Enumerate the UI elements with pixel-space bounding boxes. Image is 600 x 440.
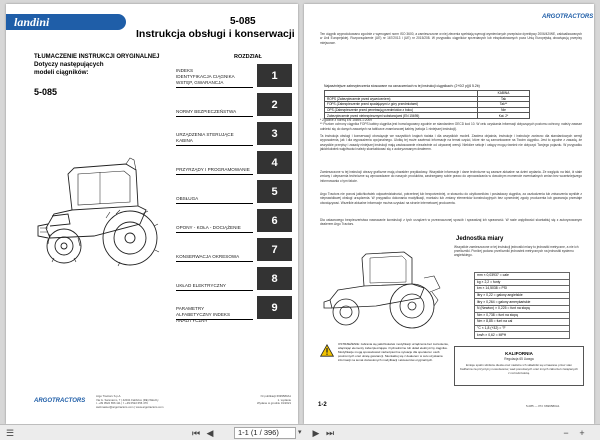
protection-type-cell: OPS (Zabezpieczenie przed penetracją przedmiotów z boku) bbox=[325, 107, 478, 113]
units-title: Jednostka miary bbox=[456, 236, 504, 242]
page-selector-text: 1-1 (1 / 396) bbox=[238, 428, 279, 437]
units-intro: Wszystkie zamieszczone w tej instrukcji jednostki miary to jednostki metryczne, a nie ich przeliczniki. Poniżej podano przeliczniki jednostek metrycznych na jednostki systemu angielskiego. bbox=[454, 245, 579, 258]
zoom-in-icon[interactable]: + bbox=[579, 428, 585, 438]
protection-type-cell: ROPS (Zabezpieczenie przed wywróceniem) bbox=[325, 96, 478, 102]
chevron-down-icon[interactable]: ▾ bbox=[298, 429, 302, 436]
toc-divider bbox=[176, 261, 253, 262]
toc-item-label[interactable]: PRZYRZĄDY I PROGRAMOWANIE bbox=[176, 167, 250, 172]
conversion-cell: litry × 0,22 = galony angielskie bbox=[475, 292, 570, 299]
chapter-tab-8[interactable]: 8 bbox=[257, 267, 292, 292]
intro-paragraph: Ten ciągnik wyprodukowano zgodnie z wymogami norm ISO 3600, a zamieszczone w niej zlecenia spełniają wymogi wymienionych przepisów dyrektywy 2006/42/WE, zaktualizowanych w Unii Europejskiej. Rozporządzenie (UE) nr 167/2013 i (UE) nr 2015/208. W przypadku ciągników sprzedanych lub eksploatowanych poza Unią Europejską obowiązują przepisy miejscowe. bbox=[320, 32, 582, 45]
chapter-tab-5[interactable]: 5 bbox=[257, 180, 292, 205]
table-row bbox=[475, 332, 570, 339]
table-notes: * Zgodnie z normą EN 15695-1:2009 ** Poziom ochrony ciągnika FOPS kabiny ciągnika jest homologowany zgodnie ze standardem OECD kod 10. W celu uzyskania informacji dotyczących poziomu ochrony, należy zawsze odnieść się do danych zawartych na tabliczce znamionowej kabiny (sekcja 1 niniejszej instrukcji). bbox=[320, 118, 582, 131]
california-notice bbox=[454, 346, 584, 386]
protection-value-cell: Nie bbox=[478, 107, 530, 113]
brand-logo bbox=[6, 14, 126, 30]
table-row bbox=[475, 292, 570, 299]
conversion-cell: km/h × 0,62 = MPH bbox=[475, 332, 570, 339]
paragraph-4: Dla ustawowego bezpieczeństwa nawracanie konstrukcji z tych urządzeń w przeznaczonej sposób i sprawdzaj ich sprawność. W razie wątpliwości skontaktuj się z autoryzowanym dealerem Argo Tractors. bbox=[320, 218, 582, 227]
table-row bbox=[475, 273, 570, 280]
model-number-top: 5-085 bbox=[230, 16, 256, 27]
paragraph-2: Zamieszczone w tej instrukcji obrazy graficzne mają charakter przykładowy. Wszystkie informacje i dane techniczne są zawsze aktualne na dzień wydania. Ze względu na fakt, iż stałe zmiany i ulepszenia techniczne są wprowadzane do naszych produktów, zastrzegamy sobie prawo do wprowadzania w dowolnym momencie ewentualnych zmian bez wcześniejszego informowania o tym fakcie. bbox=[320, 170, 582, 183]
conversion-cell: litry × 0,264 = galony amerykańskie bbox=[475, 299, 570, 306]
chapter-tab-4[interactable]: 4 bbox=[257, 151, 292, 176]
toc-divider bbox=[176, 116, 253, 117]
toc-item-label[interactable]: KONSERWACJA OKRESOWA bbox=[176, 254, 240, 259]
conversion-cell: N (Newton) × 0,225 = funt na stopę bbox=[475, 305, 570, 312]
conversion-cell: km × 14,5038 = PSI bbox=[475, 286, 570, 293]
protection-value-cell: Tak bbox=[478, 96, 530, 102]
footer-publication bbox=[211, 395, 291, 406]
protection-type-cell: Zabezpieczenie przed niebezpiecznymi substancjami (EN 15695) bbox=[325, 113, 478, 119]
toc-divider bbox=[176, 203, 253, 204]
protection-value-cell: Tak** bbox=[478, 102, 530, 108]
protection-table-body bbox=[325, 96, 530, 118]
manual-heading: Instrukcja obsługi i konserwacji bbox=[136, 28, 295, 40]
model-number: 5-085 bbox=[34, 87, 58, 97]
footer-publication-text: Nr publikacji 6699580A1 1. wydanie Wydane w grudniu 01/2021 bbox=[256, 394, 291, 406]
table-row bbox=[475, 319, 570, 326]
california-title: KALIFORNIA bbox=[505, 351, 533, 356]
next-page-icon[interactable]: ▶ bbox=[312, 428, 320, 438]
table-header-cell: KABINA bbox=[478, 91, 530, 97]
conversion-table-body bbox=[475, 273, 570, 339]
california-body: Emisje spalin silników diesla oraz niektóre ich składniki są uznawane przez stan Kalifornia za przyczyny nowotworów, wad porodowych oraz innych zaburzeń związanych z rozrodczością. bbox=[460, 363, 578, 375]
right-page bbox=[304, 4, 594, 424]
page-selector[interactable] bbox=[234, 427, 296, 439]
table-row bbox=[475, 325, 570, 332]
conversion-cell: Nm × 0,738 = funt na stopę bbox=[475, 312, 570, 319]
translation-label: TŁUMACZENIE INSTRUKCJI ORYGINALNEJ bbox=[34, 54, 160, 60]
paragraph-1: Ta instrukcja obsługi i konserwacji obowiązuje we wszystkich krajach świata i dla wszystkich modeli. Zawiera objaśnia, instrukcje i instrukcje zarówno dla standardowych wersji wyposażenia, jak i dla wyposażenia opcjonalnego. Ulotkę tej może zawierać informacje na temat części, które nie są zamontowane na Twoim ciągniku. Jest to zgodne z zasadą, że wszystkie przepisy i zasady niniejszej instrukcji mają zastosowanie niezależnie od używanej wersji. Niektóre sekcje i ustępy mogą również nie dotyczyć Twojego pojazdu. W przypadku jakichkolwiek wątpliwości należy skontaktować się z autoryzowanym dealerem. bbox=[320, 134, 582, 151]
toc-item-label[interactable]: INDEKS IDENTYFIKACJA CIĄGNIKA WSTĘP, GWARANCJA bbox=[176, 68, 235, 85]
conversion-cell: mm × 0,03937 = cale bbox=[475, 273, 570, 280]
footer-code: 5-085 — PN: 6699580A1 bbox=[526, 404, 560, 408]
toc-item-label[interactable]: NORMY BEZPIECZEŃSTWA bbox=[176, 109, 237, 114]
table-row bbox=[475, 312, 570, 319]
chapter-heading: ROZDZIAŁ bbox=[234, 54, 262, 60]
toc-item-label[interactable]: OPONY - KOŁA - DOCIĄŻENIE bbox=[176, 225, 241, 230]
toc-item-label[interactable]: OBSŁUGA bbox=[176, 196, 199, 201]
chapter-tab-9[interactable]: 9 bbox=[257, 296, 292, 321]
table-row bbox=[475, 286, 570, 293]
applies-to-label: Dotyczy następujących modeli ciągników: bbox=[34, 61, 104, 76]
protection-type-cell: FOPS (Zabezpieczenie przed spadającymi z góry przedmiotami) bbox=[325, 102, 478, 108]
toc-item-label[interactable]: URZĄDZENIA STERUJĄCE KABINA bbox=[176, 132, 234, 143]
toc-item-label[interactable]: UKŁAD ELEKTRYCZNY bbox=[176, 283, 226, 288]
zoom-out-icon[interactable]: − bbox=[563, 428, 569, 438]
footer-logo: ARGOTRACTORS bbox=[34, 398, 86, 404]
brand-name: landini bbox=[14, 15, 50, 29]
toc-divider bbox=[176, 87, 253, 88]
protection-table bbox=[324, 90, 530, 119]
warning-icon bbox=[320, 344, 334, 357]
first-page-icon[interactable]: ⏮ bbox=[191, 428, 201, 438]
footer-address-text: Argo Tractors S.p.A. Via G. Sanmarco, 7 | 42041 Fabbrico (RE) Włochy t. +39 0522 656 111 | f. +39 0522 656 476 webmaster@argotractors.com | www.argotractors.com bbox=[96, 394, 164, 409]
chapter-tab-3[interactable]: 3 bbox=[257, 122, 292, 147]
menu-icon[interactable]: ☰ bbox=[5, 428, 15, 438]
toc-divider bbox=[176, 232, 253, 233]
tractor-illustration bbox=[34, 154, 172, 270]
page-number: 1-2 bbox=[318, 402, 327, 408]
viewer-toolbar bbox=[0, 424, 600, 440]
conversion-table bbox=[474, 272, 570, 339]
paragraph-3: Argo Tractors nie ponosi jakichkolwiek odpowiedzialności, potrzebnej lub bezpośredniej, w stosunku do użytkowników i posiadaczy ciągnika, za uszkodzenia lub zniszczenia wynikłe z nieprawidłowej obsługi urządzenia. W przypadku dokonania modyfikacji, montażu lub zmiany elementów konstrukcyjnych bez uprzedniej zgody producenta lub gwarancja przestaje obowiązywać. Wszelkie aktualne informacje można uzyskać na stronie internetowej producenta. bbox=[320, 192, 582, 205]
california-subtitle: Regulacja 65 Uwaga bbox=[504, 357, 534, 361]
toc-divider bbox=[176, 145, 253, 146]
conversion-cell: kg × 2,2 = funty bbox=[475, 279, 570, 286]
left-page bbox=[6, 4, 298, 424]
protection-table-caption: Najważniejsze zabezpieczenia stosowane na oznaczeniach w tej instrukcji ciągnikach: (2+0/2 p)(6 5.2b) bbox=[324, 84, 480, 88]
chapter-tab-1[interactable]: 1 bbox=[257, 64, 292, 89]
tractor-illustration-small bbox=[320, 248, 448, 330]
toc-divider bbox=[176, 174, 253, 175]
toc-item-label[interactable]: PARAMETRY ALFABETYCZNY INDEKS ANALITYCZNY bbox=[176, 306, 231, 323]
conversion-cell: Nm × 8,85 = funt na cal bbox=[475, 319, 570, 326]
conversion-cell: °C × 1,8 (+32) = °F bbox=[475, 325, 570, 332]
warning-text: OSTRZEŻENIE: zabrania się jakichkolwiek modyfikacji urządzenia bez zezwolenia, włączając elementy zabezpieczające i hydrauliczne lub układ elektryczny ciągnika. Modyfikacje mogą spowodować niebezpieczne sytuacje dla operatora i osób postronnych oraz utratę gwarancji. Skontaktuj się z dealerem w celu uzyskania informacji na temat dozwolonych modyfikacji i akcesoriów oryginalnych. bbox=[338, 342, 449, 362]
protection-value-cell: Kat. 2* bbox=[478, 113, 530, 119]
table-row bbox=[475, 305, 570, 312]
previous-page-icon[interactable]: ◀ bbox=[206, 428, 214, 438]
chapter-tab-2[interactable]: 2 bbox=[257, 93, 292, 118]
table-row bbox=[475, 279, 570, 286]
last-page-icon[interactable]: ⏭ bbox=[325, 428, 335, 438]
footer-address bbox=[96, 395, 176, 409]
toc-divider bbox=[176, 290, 253, 291]
chapter-tab-6[interactable]: 6 bbox=[257, 209, 292, 234]
table-row bbox=[475, 299, 570, 306]
header-logo: ARGOTRACTORS bbox=[542, 14, 594, 20]
chapter-tab-7[interactable]: 7 bbox=[257, 238, 292, 263]
